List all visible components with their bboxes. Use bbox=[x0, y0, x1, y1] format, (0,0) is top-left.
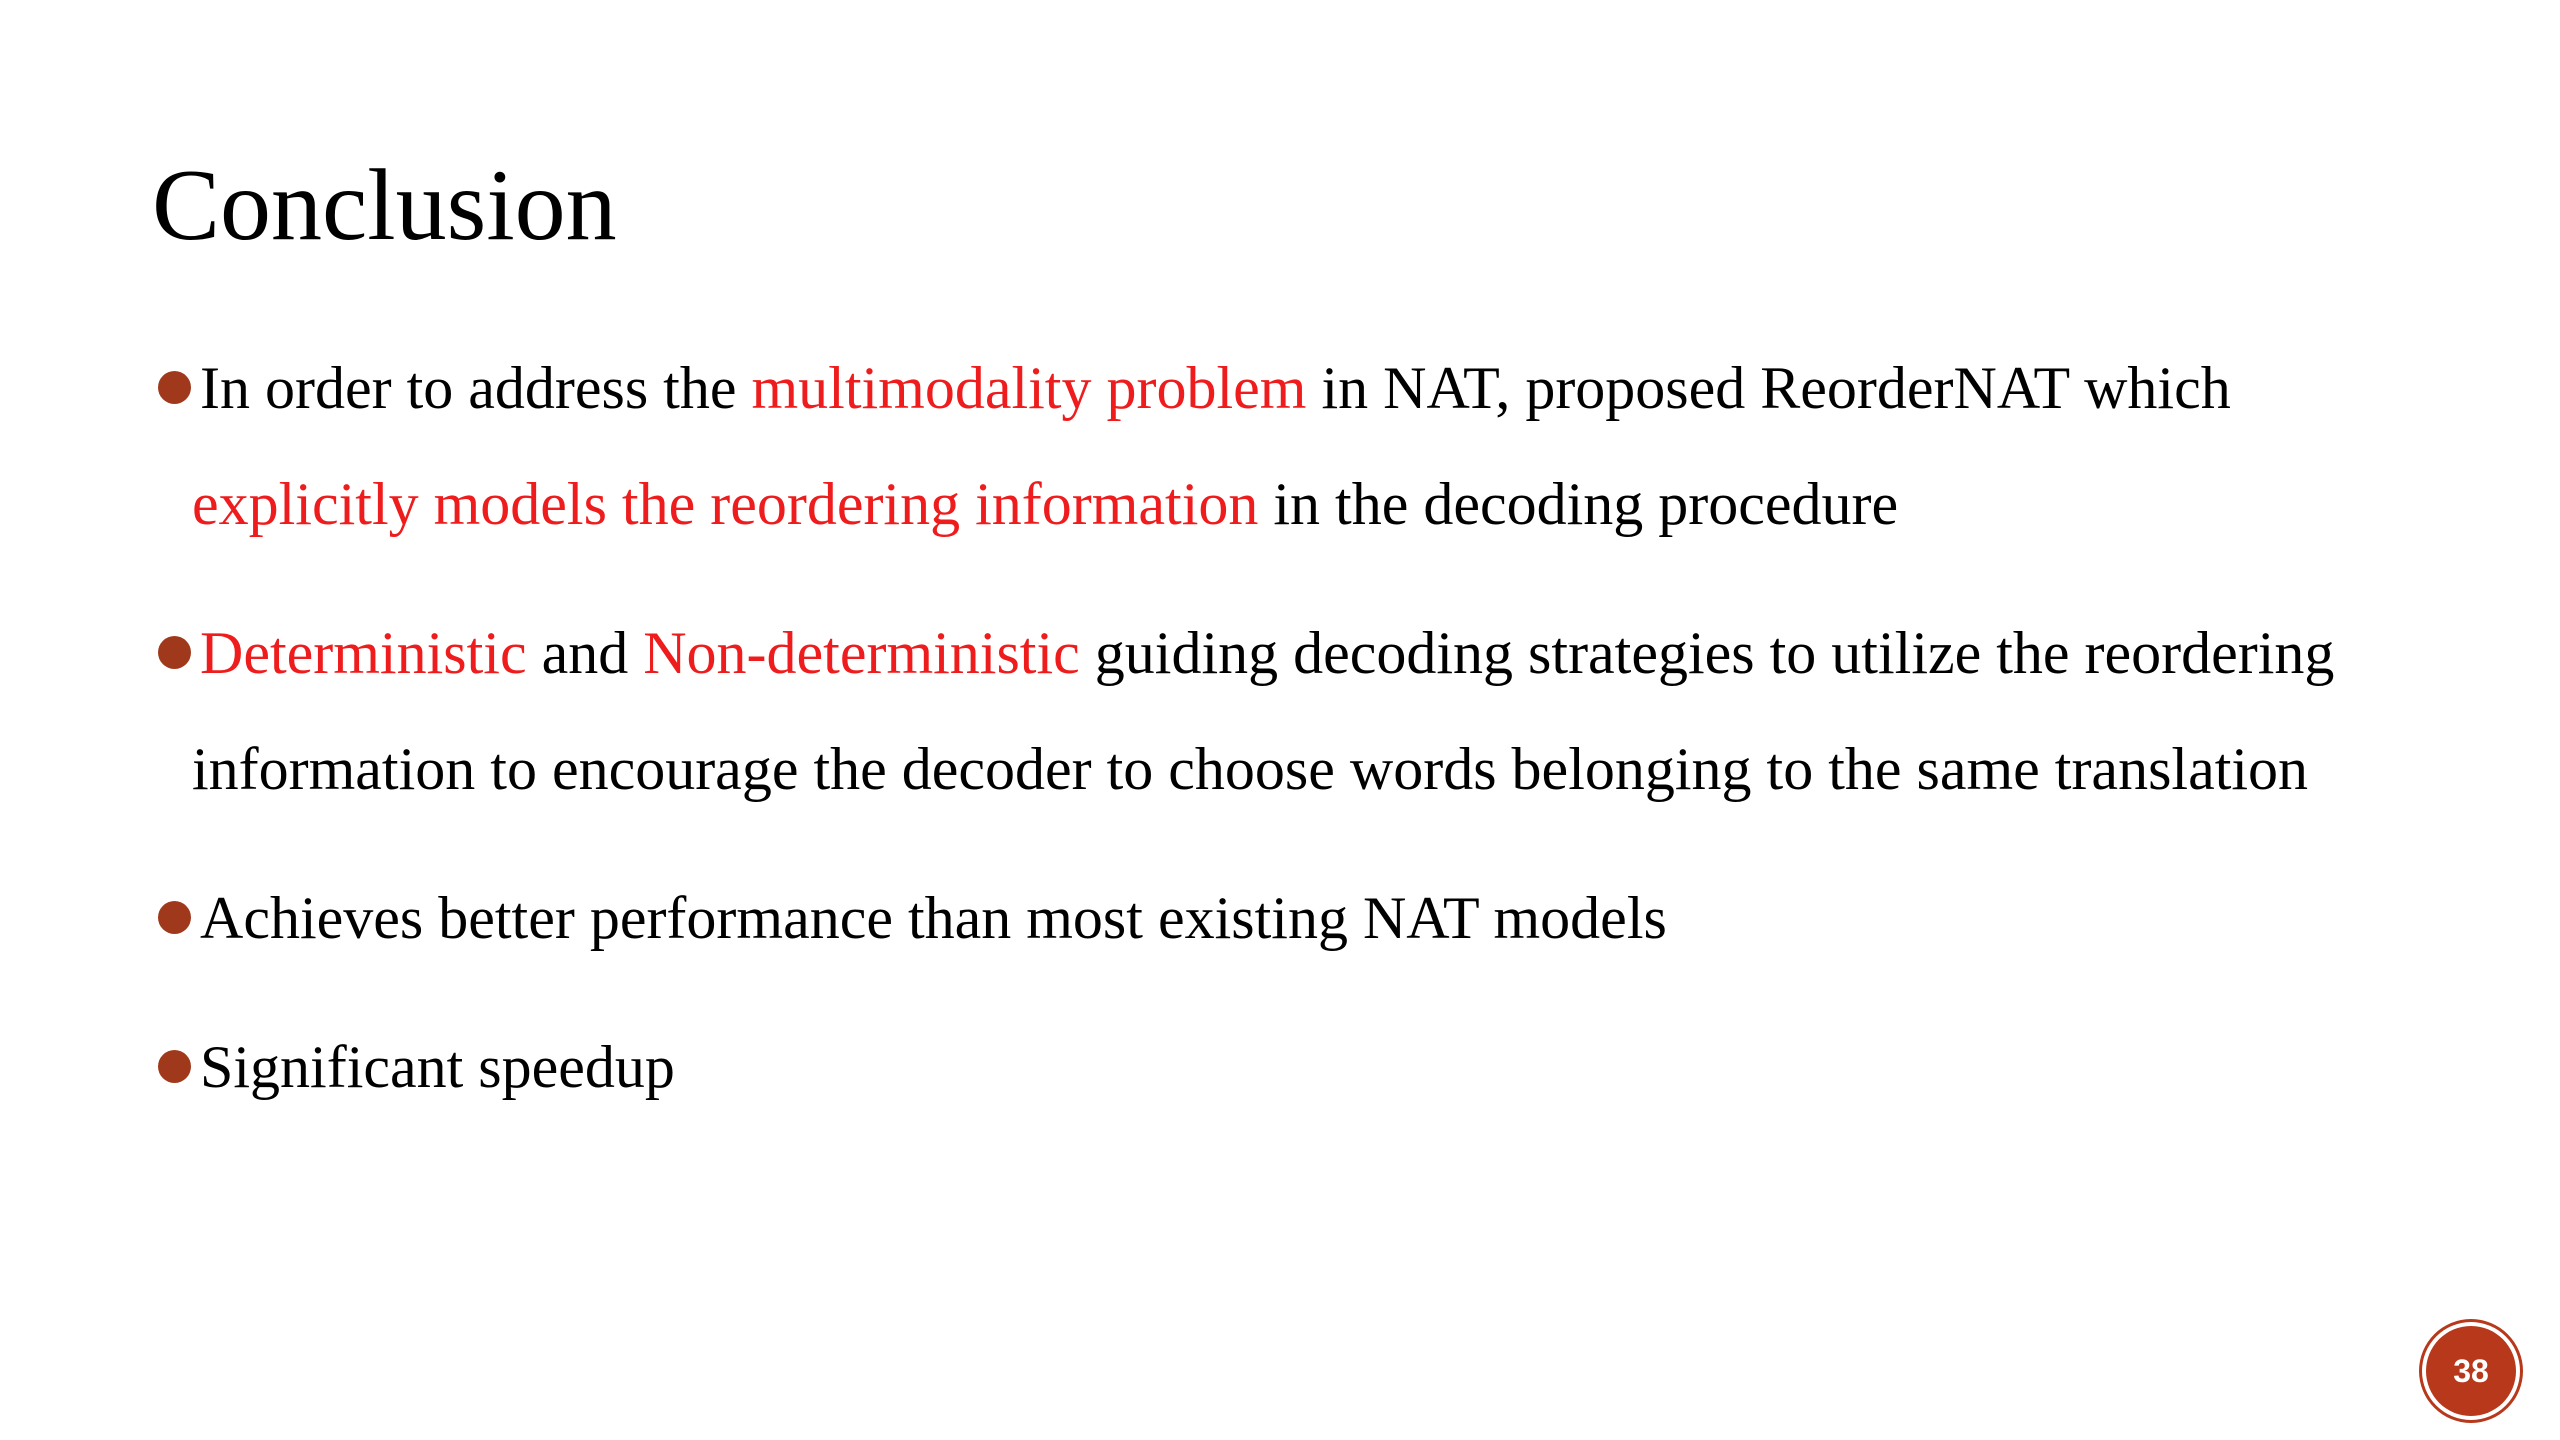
bullet-dot-icon bbox=[158, 636, 191, 669]
text-segment: in NAT, proposed ReorderNAT which bbox=[1306, 355, 2231, 421]
highlighted-text: multimodality problem bbox=[751, 355, 1307, 421]
bullet-item bbox=[150, 860, 2420, 976]
bullet-item bbox=[150, 1009, 2420, 1125]
bullet-dot-icon bbox=[158, 1050, 191, 1083]
text-segment: guiding decoding strategies to utilize the reordering information to encourage the decoder to choose words belonging to the same translation bbox=[192, 620, 2335, 802]
highlighted-text: Non-deterministic bbox=[643, 620, 1080, 686]
bullet-text bbox=[192, 1034, 675, 1100]
text-segment: and bbox=[526, 620, 644, 686]
bullet-dot-icon bbox=[158, 901, 191, 934]
highlighted-text: Deterministic bbox=[200, 620, 527, 686]
highlighted-text: explicitly models the reordering information bbox=[192, 471, 1259, 537]
bullet-item bbox=[150, 330, 2420, 562]
bullet-text bbox=[192, 885, 1667, 951]
text-segment: Achieves better performance than most existing NAT models bbox=[200, 885, 1667, 951]
bullet-text bbox=[192, 355, 2231, 537]
text-segment: in the decoding procedure bbox=[1258, 471, 1899, 537]
bullet-text bbox=[192, 620, 2334, 802]
bullet-list bbox=[150, 330, 2420, 1158]
page-number-badge: 38 bbox=[2426, 1326, 2516, 1416]
bullet-item bbox=[150, 595, 2420, 827]
text-segment: Significant speedup bbox=[200, 1034, 675, 1100]
slide-title: Conclusion bbox=[152, 149, 617, 262]
bullet-dot-icon bbox=[158, 371, 191, 404]
text-segment: In order to address the bbox=[200, 355, 752, 421]
